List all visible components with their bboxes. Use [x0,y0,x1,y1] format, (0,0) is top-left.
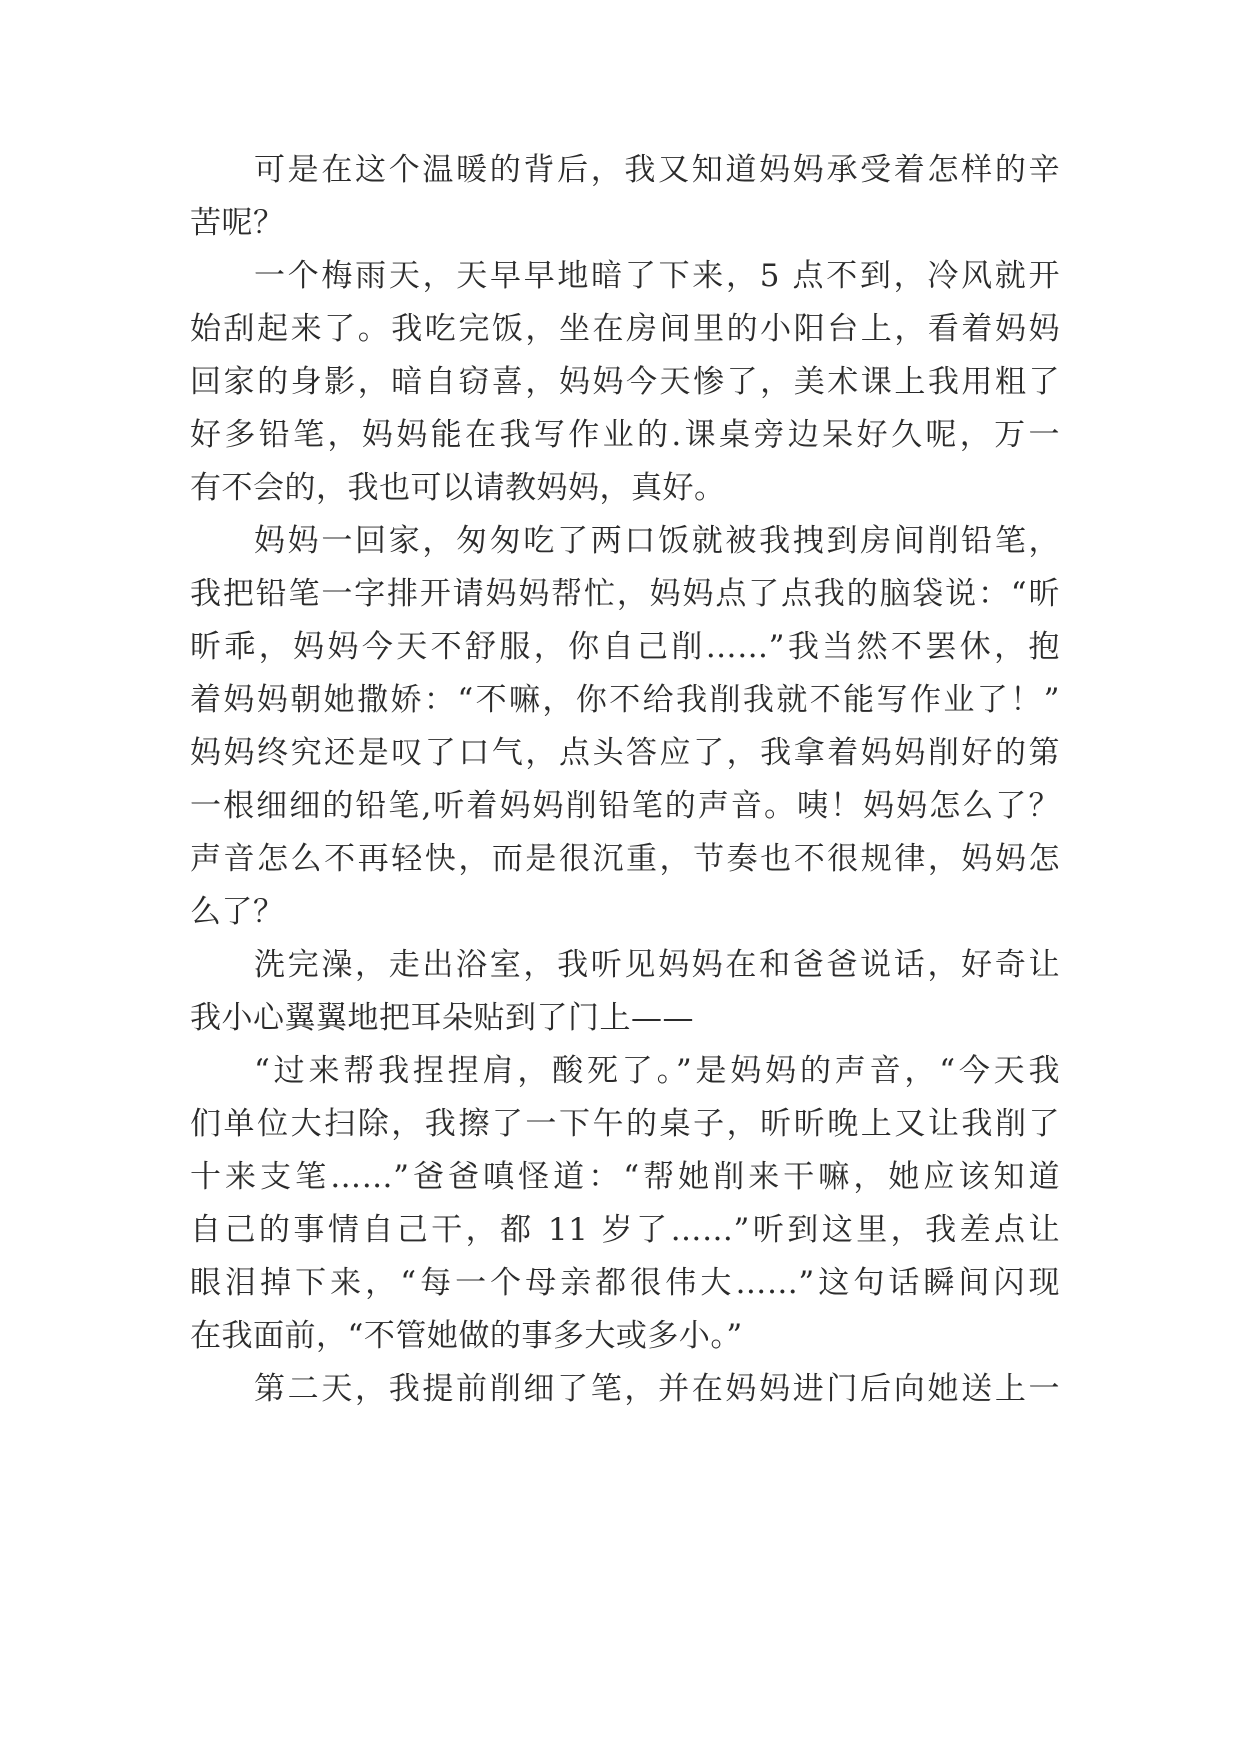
text-line: 始刮起来了。我吃完饭，坐在房间里的小阳台上，看着妈妈 [190,311,1060,347]
text-line: 洗完澡，走出浴室，我听见妈妈在和爸爸说话，好奇让 [254,947,1060,983]
text-line: 自己的事情自己干，都 11 岁了……”听到这里，我差点让 [190,1212,1060,1248]
text-line: 眼泪掉下来，“每一个母亲都很伟大……”这句话瞬间闪现 [190,1265,1060,1301]
text-line: 可是在这个温暖的背后，我又知道妈妈承受着怎样的辛 [254,152,1060,188]
text-line: 在我面前，“不管她做的事多大或多小。” [190,1318,743,1354]
text-line: 妈妈一回家，匆匆吃了两口饭就被我拽到房间削铅笔， [254,523,1060,559]
text-line: 们单位大扫除，我擦了一下午的桌子，昕昕晚上又让我削了 [190,1106,1060,1142]
text-line: 有不会的，我也可以请教妈妈，真好。 [190,470,726,506]
text-line: “过来帮我捏捏肩，酸死了。”是妈妈的声音，“今天我 [254,1053,1060,1089]
text-line: 一根细细的铅笔,听着妈妈削铅笔的声音。咦！妈妈怎么了？ [190,788,1060,824]
text-line: 好多铅笔，妈妈能在我写作业的.课桌旁边呆好久呢，万一 [190,417,1060,453]
text-line: 么了？ [190,894,285,930]
text-line: 我小心翼翼地把耳朵贴到了门上—— [190,1000,694,1036]
text-line: 十来支笔……”爸爸嗔怪道：“帮她削来干嘛，她应该知道 [190,1159,1060,1195]
text-line: 一个梅雨天，天早早地暗了下来，5 点不到，冷风就开 [254,258,1060,294]
text-line: 声音怎么不再轻快，而是很沉重，节奏也不很规律，妈妈怎 [190,841,1060,877]
text-line: 着妈妈朝她撒娇：“不嘛，你不给我削我就不能写作业了！” [190,682,1060,718]
text-line: 妈妈终究还是叹了口气，点头答应了，我拿着妈妈削好的第 [190,735,1060,771]
text-line: 第二天，我提前削细了笔，并在妈妈进门后向她送上一 [254,1371,1060,1407]
text-line: 回家的身影，暗自窃喜，妈妈今天惨了，美术课上我用粗了 [190,364,1060,400]
text-line: 苦呢？ [190,205,285,241]
text-line: 我把铅笔一字排开请妈妈帮忙，妈妈点了点我的脑袋说：“昕 [190,576,1060,612]
text-line: 昕乖，妈妈今天不舒服，你自己削……”我当然不罢休，抱 [190,629,1060,665]
